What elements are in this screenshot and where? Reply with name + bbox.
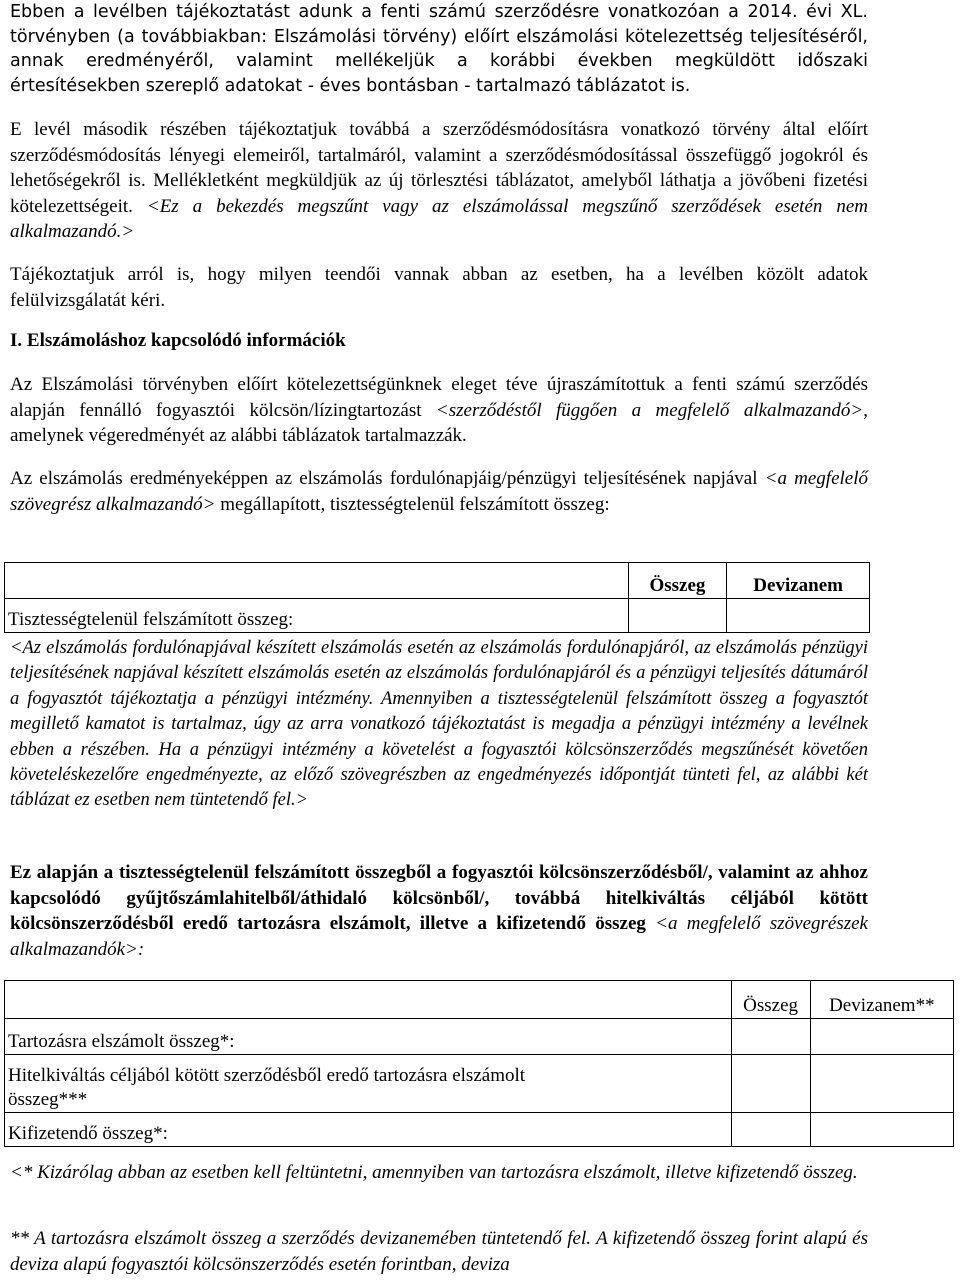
amount-cell <box>731 1113 810 1147</box>
calc-text-2-end: megállapított, tisztességtelenül felszámított összeg: <box>215 493 610 515</box>
amount-cell <box>731 1019 810 1055</box>
table-row <box>5 1019 954 1055</box>
intro-paragraph-1 <box>10 0 868 98</box>
calculation-paragraph-2 <box>10 466 868 517</box>
currency-cell <box>810 1055 953 1113</box>
currency-cell <box>727 599 870 633</box>
table-header-blank-cell <box>5 981 732 1019</box>
intro-italic-note: <Ez a bekezdés megszűnt vagy az elszámolással megszűnő szerződések esetén nem alkalmazandó.> <box>10 195 868 242</box>
intro-attachment-text: Mellékletként megküldjük az új törlesztési táblázatot, amelyből láthatja a jövőbeni fizetési kötelezettségeit. <box>10 170 868 217</box>
intro-text-1: Ebben a levélben tájékoztatást adunk a fenti számú szerződésre vonatkozóan a 2014. évi XL. törvényben (a továbbiakban: Elszámolási törvény) előírt elszámolási kötelezettség teljesítéséről, annak eredményéről, valamint mellékeljük a korábbi években megküldött időszaki értesítésekben szereplő adatokat - éves bontásban - tartalmazó táblázatot is. <box>10 2 868 96</box>
settlement-paragraph <box>10 860 868 962</box>
calc-text-2-italic: <a megfelelő szövegrész alkalmazandó> <box>10 468 868 515</box>
table-row <box>5 1055 954 1113</box>
footnote-2: ** A tartozásra elszámolt összeg a szerződés devizanemében tüntetendő fel. A kifizetendő összeg forint alapú és deviza alapú fogyasztói kölcsönszerződés esetén forintban, deviza <box>10 1228 868 1275</box>
table-header-row <box>5 981 954 1019</box>
currency-cell <box>810 1019 953 1055</box>
section-title: I. Elszámoláshoz kapcsolódó információk <box>10 330 346 351</box>
settlement-table <box>4 980 954 1147</box>
amount-cell <box>628 599 727 633</box>
table-row <box>5 599 870 633</box>
fulfillment-note: <Az elszámolás fordulónapjával készített elszámolás esetén az elszámolás fordulónapjáról, az elszámolás pénzügyi teljesítésének napjával készített elszámolás esetén az elszámolás fordulónapjáról és a pénzügyi teljesítés dátumáról a fogyasztót tájékoztatja a pénzügyi intézmény. Amennyiben a tisztességtelenül felszámított összeg a fogyasztót megillető kamatot is tartalmaz, úgy az arra vonatkozó tájékoztatást is megadja a pénzügyi intézmény a levélnek ebben a részében. Ha a pénzügyi intézmény a követelést a fogyasztói kölcsönszerződés megszűnését követően követeléskezelőre engedményezte, az előző szövegrészben az engedményezés időpontját tünteti fel, az alábbi két táblázat ez esetben nem tüntetendő fel.> <box>10 638 868 811</box>
table-row <box>5 1113 954 1147</box>
calc-text-1-end: , amelynek végeredményét az alábbi táblázatok tartalmazzák. <box>10 399 869 446</box>
calculation-paragraph-1 <box>10 372 868 449</box>
settlement-bold-text: Ez alapján a tisztességtelenül felszámított összegből a fogyasztói kölcsönszerződésből/, valamint az ahhoz kapcsolódó gyűjtőszámlahitelből/áthidaló kölcsönből/, továbbá hitelkiváltás céljából kötött kölcsönszerződésből eredő tartozásra elszámolt, illetve a kifizetendő összeg <box>10 862 868 934</box>
table-header-blank-cell <box>5 563 629 599</box>
currency-header: Devizanem** <box>810 981 953 1019</box>
intro-paragraph-3 <box>10 262 868 313</box>
intro-text-3: Tájékoztatjuk arról is, hogy milyen teendői vannak abban az esetben, ha a levélben közölt adatok felülvizsgálatát kéri. <box>10 264 868 311</box>
currency-header: Devizanem <box>727 563 870 599</box>
row-label: Hitelkiváltás céljából kötött szerződésből eredő tartozásra elszámolt összeg*** <box>5 1055 732 1113</box>
row-label: Tisztességtelenül felszámított összeg: <box>5 599 629 633</box>
row-label: Tartozásra elszámolt összeg*: <box>5 1019 732 1055</box>
amount-header: Összeg <box>628 563 727 599</box>
table-header-row <box>5 563 870 599</box>
footnote-1: <* Kizárólag abban az esetben kell feltüntetni, amennyiben van tartozásra elszámolt, illetve kifizetendő összeg. <box>10 1162 858 1183</box>
calc-text-1-start: Az Elszámolási törvényben előírt kötelezettségünknek eleget téve újraszámítottuk a fenti számú szerződés alapján fennálló fogyasztói kölcsön/lízingtartozást <box>10 374 868 421</box>
calc-text-2-start: Az elszámolás eredményeképpen az elszámolás fordulónapjáig/pénzügyi teljesítésének napjával <box>10 468 765 489</box>
currency-cell <box>810 1113 953 1147</box>
unfair-amount-table <box>4 562 870 633</box>
amount-header: Összeg <box>731 981 810 1019</box>
intro-text-2: E levél második részében tájékoztatjuk továbbá a szerződésmódosításra vonatkozó törvény által előírt szerződésmódosítás lényegi elemeiről, tartalmáról, valamint a szerződésmódosítással összefüggő jogokról és lehetőségekről is. <box>10 119 868 191</box>
amount-cell <box>731 1055 810 1113</box>
calc-text-1-italic: <szerződéstől függően a megfelelő alkalmazandó> <box>435 399 864 421</box>
intro-paragraph-2 <box>10 117 868 245</box>
row-label: Kifizetendő összeg*: <box>5 1113 732 1147</box>
settlement-italic-text: <a megfelelő szövegrészek alkalmazandók>: <box>10 913 868 960</box>
